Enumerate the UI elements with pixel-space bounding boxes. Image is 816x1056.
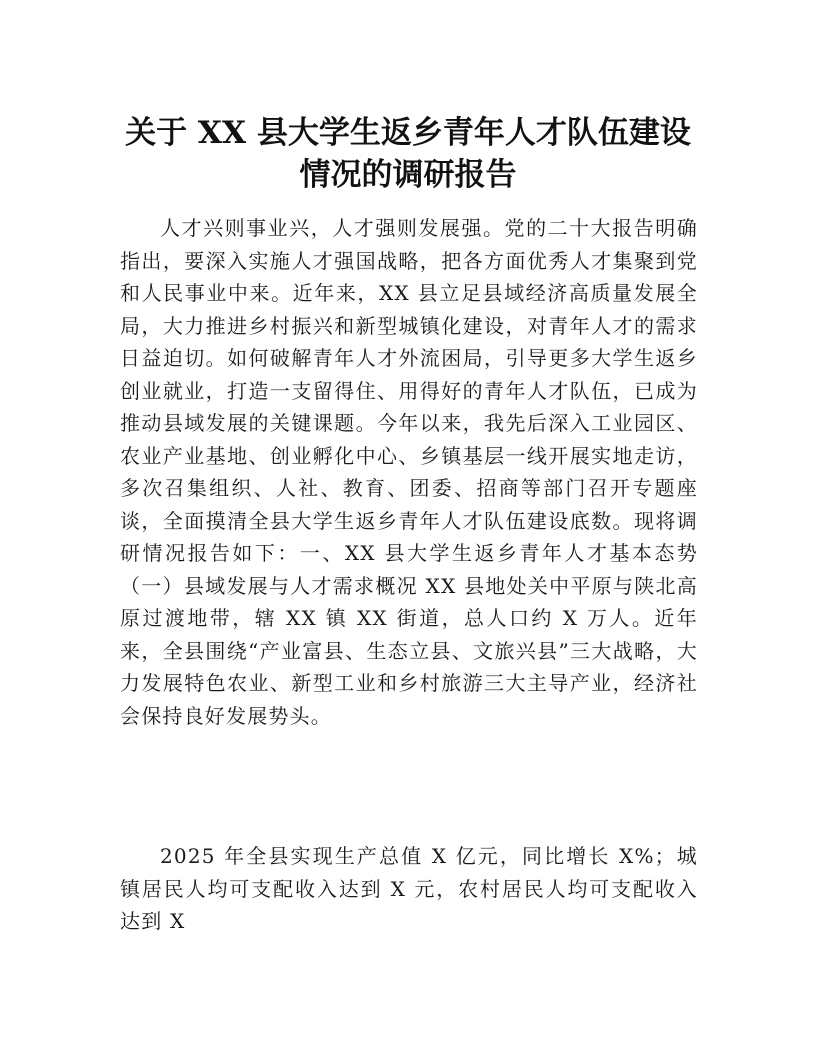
document-title: 关于 XX 县大学生返乡青年人才队伍建设情况的调研报告 — [125, 115, 691, 193]
paragraph-intro: 人才兴则事业兴，人才强则发展强。党的二十大报告明确指出，要深入实施人才强国战略，把各方面优秀人才集聚到党和人民事业中来。近年来，XX 县立足县域经济高质量发展全局，大力推进乡村振兴和新型城镇化建设，对青年人才的需求日益迫切。如何破解青年人才外流困局，引导更多大学生返乡创业就业，打造一支留得住、用得好的青年人才队伍，已成为推动县域发展的关键课题。今年以来，我先后深入工业园区、农业产业基地、创业孵化中心、乡镇基层一线开展实地走访，多次召集组织、人社、教育、团委、招商等部门召开专题座谈，全面摸清全县大学生返乡青年人才队伍建设底数。现将调研情况报告如下：一、XX 县大学生返乡青年人才基本态势（一）县域发展与人才需求概况 XX 县地处关中平原与陕北高原过渡地带，辖 XX 镇 XX 街道，总人口约 X 万人。近年来，全县围绕“产业富县、生态立县、文旅兴县”三大战略，大力发展特色农业、新型工业和乡村旅游三大主导产业，经济社会保持良好发展势头。 — [120, 216, 698, 728]
paragraph-economy: 2025 年全县实现生产总值 X 亿元，同比增长 X%；城镇居民人均可支配收入达到 X 元，农村居民人均可支配收入达到 X — [120, 844, 698, 933]
